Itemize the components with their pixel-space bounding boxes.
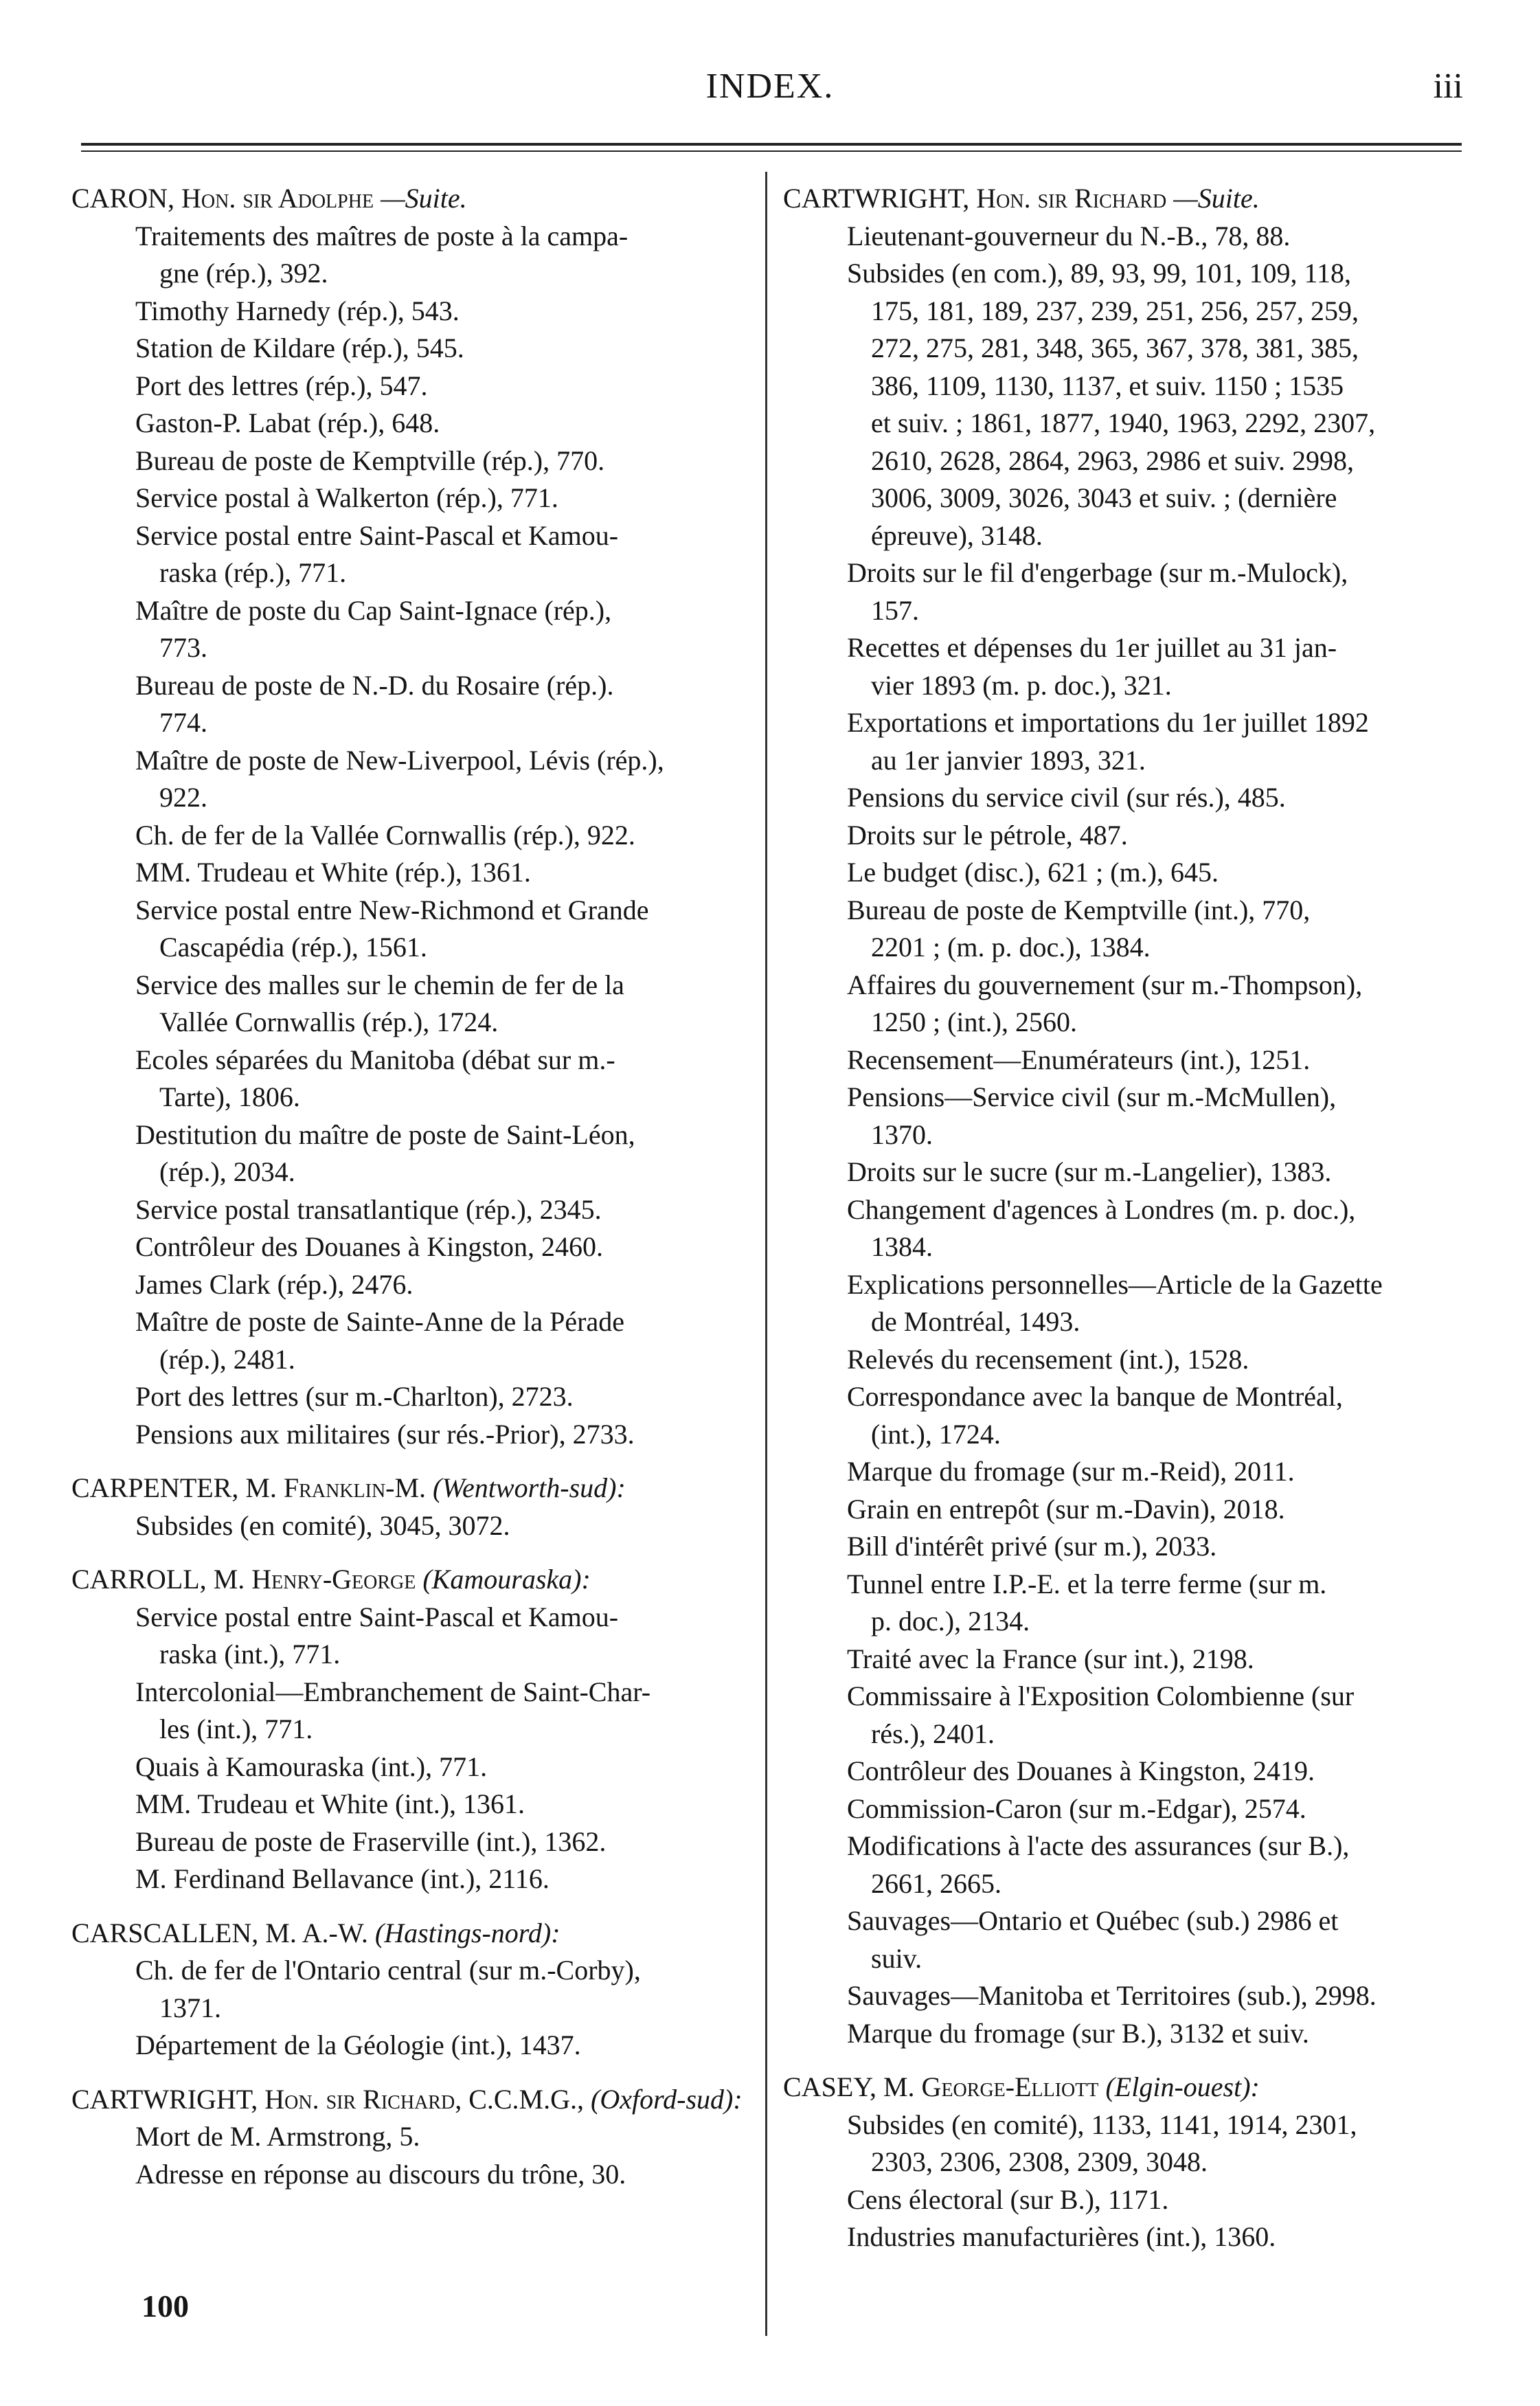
item-line: 1250 ; (int.), 2560. xyxy=(871,1007,1077,1037)
item-line: Service postal entre Saint-Pascal et Kamou- xyxy=(135,519,619,551)
item-line: Bureau de poste de Kemptville (int.), 770, xyxy=(847,894,1311,925)
item-line: et suiv. ; 1861, 1877, 1940, 1963, 2292, 2307, xyxy=(871,407,1376,438)
page-title: INDEX. xyxy=(705,67,835,106)
item-line: 157. xyxy=(871,594,919,626)
item-line: Service postal entre Saint-Pascal et Kamou- xyxy=(135,1601,619,1632)
item-line: Destitution du maître de poste de Saint-Léon, xyxy=(135,1118,635,1150)
entry-heading xyxy=(71,1915,760,1953)
item-line: Ch. de fer de l'Ontario central (sur m.-Corby), xyxy=(135,1955,641,1986)
index-item xyxy=(71,293,760,330)
index-item xyxy=(71,2027,760,2065)
item-line: Industries manufacturières (int.), 1360. xyxy=(847,2221,1276,2252)
column-divider xyxy=(765,172,767,2336)
index-item xyxy=(783,704,1470,779)
item-line: Intercolonial—Embranchement de Saint-Char- xyxy=(135,1676,651,1707)
index-item xyxy=(783,779,1470,817)
entry-heading xyxy=(783,180,1470,218)
index-item xyxy=(783,1566,1470,1641)
item-line: Ecoles séparées du Manitoba (débat sur m.- xyxy=(135,1044,615,1075)
item-line: Tarte), 1806. xyxy=(159,1081,300,1112)
item-line: Changement d'agences à Londres (m. p. doc.), xyxy=(847,1193,1356,1225)
index-item xyxy=(71,368,760,405)
item-line: Lieutenant-gouverneur du N.-B., 78, 88. xyxy=(847,220,1291,251)
item-line: p. doc.), 2134. xyxy=(871,1606,1030,1637)
index-item xyxy=(783,854,1470,892)
index-item xyxy=(71,1507,760,1545)
index-item xyxy=(783,892,1470,967)
index-item xyxy=(71,854,760,892)
index-entry xyxy=(71,1561,760,1898)
item-line: Marque du fromage (sur m.-Reid), 2011. xyxy=(847,1456,1295,1487)
item-line: M. Ferdinand Bellavance (int.), 2116. xyxy=(135,1863,550,1894)
entry-heading xyxy=(71,1470,760,1507)
item-line: Gaston-P. Labat (rép.), 648. xyxy=(135,407,440,438)
entry-name: CARSCALLEN, xyxy=(71,1917,259,1948)
entry-title: Hon. sir Richard, C.C.M.G., xyxy=(264,2083,585,2115)
index-entry xyxy=(71,1470,760,1544)
item-line: Affaires du gouvernement (sur m.-Thompson), xyxy=(847,969,1363,1000)
entry-spacer xyxy=(71,1453,760,1470)
page-header xyxy=(0,66,1540,121)
index-item xyxy=(71,817,760,855)
item-line: 1384. xyxy=(871,1231,933,1262)
item-line: Grain en entrepôt (sur m.-Davin), 2018. xyxy=(847,1493,1285,1525)
entry-riding: (Wentworth-sud): xyxy=(433,1472,626,1503)
entry-riding: —Suite. xyxy=(381,183,467,214)
entry-title: M. George-Elliott xyxy=(883,2071,1099,2102)
item-line: Traitements des maîtres de poste à la campa- xyxy=(135,220,629,251)
entry-heading xyxy=(71,180,760,218)
item-line: (rép.), 2481. xyxy=(159,1343,295,1375)
item-line: 386, 1109, 1130, 1137, et suiv. 1150 ; 1535 xyxy=(871,370,1344,401)
index-item xyxy=(71,1228,760,1266)
item-line: Sauvages—Ontario et Québec (sub.) 2986 et xyxy=(847,1905,1339,1936)
item-line: Ch. de fer de la Vallée Cornwallis (rép.), 922. xyxy=(135,819,635,851)
item-line: 2303, 2306, 2308, 2309, 3048. xyxy=(871,2146,1208,2177)
item-line: les (int.), 771. xyxy=(159,1713,313,1744)
entry-title: M. Franklin-M. xyxy=(245,1472,427,1503)
item-line: Département de la Géologie (int.), 1437. xyxy=(135,2030,581,2060)
index-item xyxy=(71,517,760,592)
entry-name: CARTWRIGHT, xyxy=(71,2083,258,2115)
index-item xyxy=(783,2181,1470,2219)
item-line: 1370. xyxy=(871,1118,933,1150)
index-item xyxy=(71,1191,760,1229)
entry-spacer xyxy=(71,1544,760,1561)
index-item xyxy=(71,1599,760,1674)
item-line: Commissaire à l'Exposition Colombienne (sur xyxy=(847,1680,1355,1711)
item-line: suiv. xyxy=(871,1942,922,1974)
index-item xyxy=(783,218,1470,256)
item-line: Bureau de poste de N.-D. du Rosaire (rép.). xyxy=(135,669,614,701)
entry-riding: —Suite. xyxy=(1173,183,1260,214)
entry-title: Hon. sir Richard xyxy=(976,183,1167,214)
item-line: vier 1893 (m. p. doc.), 321. xyxy=(871,669,1172,701)
index-entry xyxy=(71,1915,760,2065)
item-line: Mort de M. Armstrong, 5. xyxy=(135,2121,420,2152)
index-entry xyxy=(783,180,1470,2052)
index-item xyxy=(783,2218,1470,2256)
item-line: Marque du fromage (sur B.), 3132 et suiv. xyxy=(847,2017,1309,2049)
index-item xyxy=(783,817,1470,855)
index-item xyxy=(71,1749,760,1786)
entry-name: CARROLL, xyxy=(71,1564,207,1595)
index-item xyxy=(71,1823,760,1861)
item-line: Maître de poste de New-Liverpool, Lévis (rép.), xyxy=(135,744,664,776)
entry-name: CARTWRIGHT, xyxy=(783,183,970,214)
item-line: 2610, 2628, 2864, 2963, 2986 et suiv. 2998, xyxy=(871,445,1354,476)
index-item xyxy=(783,1378,1470,1453)
index-item xyxy=(71,1116,760,1191)
item-line: raska (rép.), 771. xyxy=(159,557,347,588)
index-item xyxy=(783,1902,1470,1977)
item-line: Exportations et importations du 1er juillet 1892 xyxy=(847,707,1369,738)
right-column xyxy=(783,180,1470,2256)
item-line: Le budget (disc.), 621 ; (m.), 645. xyxy=(847,857,1219,888)
item-line: de Montréal, 1493. xyxy=(871,1306,1080,1337)
entry-riding: (Elgin-ouest): xyxy=(1105,2071,1260,2102)
entry-name: CARPENTER, xyxy=(71,1472,239,1503)
item-line: 773. xyxy=(159,632,207,663)
item-line: James Clark (rép.), 2476. xyxy=(135,1268,414,1300)
item-line: Recensement—Enumérateurs (int.), 1251. xyxy=(847,1044,1311,1075)
index-item xyxy=(71,1266,760,1304)
item-line: Subsides (en com.), 89, 93, 99, 101, 109, 118, xyxy=(847,258,1352,289)
entry-heading xyxy=(783,2069,1470,2106)
item-line: Subsides (en comité), 3045, 3072. xyxy=(135,1509,510,1541)
item-line: raska (int.), 771. xyxy=(159,1639,341,1669)
item-line: Modifications à l'acte des assurances (sur B.), xyxy=(847,1830,1350,1861)
page-number: iii xyxy=(1433,67,1463,106)
entry-title: M. Henry-George xyxy=(213,1564,416,1595)
entry-riding: (Oxford-sud): xyxy=(591,2083,743,2115)
item-line: Cens électoral (sur B.), 1171. xyxy=(847,2183,1169,2215)
index-item xyxy=(783,1341,1470,1379)
item-line: 3006, 3009, 3026, 3043 et suiv. ; (dernière xyxy=(871,482,1337,513)
item-line: Timothy Harnedy (rép.), 543. xyxy=(135,295,460,326)
item-line: 2661, 2665. xyxy=(871,1867,1001,1899)
index-item xyxy=(71,967,760,1042)
item-line: Sauvages—Manitoba et Territoires (sub.), 2998. xyxy=(847,1980,1377,2011)
item-line: Cascapédia (rép.), 1561. xyxy=(159,932,427,963)
index-item xyxy=(71,480,760,517)
entry-spacer xyxy=(71,2065,760,2081)
index-item xyxy=(783,1678,1470,1753)
entry-title: Hon. sir Adolphe xyxy=(181,183,374,214)
index-item xyxy=(71,892,760,967)
left-column xyxy=(71,180,760,2193)
index-item xyxy=(71,1416,760,1454)
index-item xyxy=(71,742,760,817)
header-rule-thin xyxy=(81,150,1462,152)
item-line: Maître de poste de Sainte-Anne de la Pérade xyxy=(135,1306,624,1337)
entry-riding: (Kamouraska): xyxy=(422,1564,591,1595)
item-line: Contrôleur des Douanes à Kingston, 2419. xyxy=(847,1755,1315,1786)
item-line: Port des lettres (rép.), 547. xyxy=(135,370,428,401)
item-line: Maître de poste du Cap Saint-Ignace (rép.), xyxy=(135,594,612,626)
index-item xyxy=(71,405,760,442)
index-item xyxy=(783,1079,1470,1154)
item-line: Tunnel entre I.P.-E. et la terre ferme (sur m. xyxy=(847,1568,1327,1599)
entry-spacer xyxy=(71,1898,760,1915)
index-item xyxy=(783,1453,1470,1491)
item-line: Subsides (en comité), 1133, 1141, 1914, 2301, xyxy=(847,2109,1357,2140)
entry-name: CASEY, xyxy=(783,2071,876,2102)
entry-title: M. A.-W. xyxy=(265,1917,368,1948)
item-line: Bureau de poste de Kemptville (rép.), 770. xyxy=(135,445,605,476)
item-line: Bill d'intérêt privé (sur m.), 2033. xyxy=(847,1531,1217,1562)
index-item xyxy=(783,554,1470,629)
index-item xyxy=(71,667,760,742)
item-line: (int.), 1724. xyxy=(871,1418,1001,1450)
index-item xyxy=(71,1952,760,2027)
index-item xyxy=(783,967,1470,1042)
item-line: MM. Trudeau et White (int.), 1361. xyxy=(135,1788,525,1819)
item-line: (rép.), 2034. xyxy=(159,1156,295,1187)
item-line: Service postal transatlantique (rép.), 2345. xyxy=(135,1193,602,1225)
item-line: Correspondance avec la banque de Montréal, xyxy=(847,1381,1343,1412)
index-item xyxy=(783,1191,1470,1266)
index-item xyxy=(783,1828,1470,1902)
item-line: 272, 275, 281, 348, 365, 367, 378, 381, 385, xyxy=(871,333,1359,363)
index-item xyxy=(783,1266,1470,1341)
entry-heading xyxy=(71,1561,760,1599)
index-entry xyxy=(71,180,760,1453)
item-line: Vallée Cornwallis (rép.), 1724. xyxy=(159,1007,499,1037)
item-line: Traité avec la France (sur int.), 2198. xyxy=(847,1643,1254,1674)
header-rule xyxy=(81,143,1462,146)
index-item xyxy=(71,2156,760,2194)
item-line: Pensions—Service civil (sur m.-McMullen), xyxy=(847,1081,1337,1112)
index-item xyxy=(71,218,760,293)
item-line: Quais à Kamouraska (int.), 771. xyxy=(135,1751,488,1782)
item-line: Bureau de poste de Fraserville (int.), 1362. xyxy=(135,1825,607,1857)
index-item xyxy=(71,1042,760,1116)
index-item xyxy=(71,1786,760,1823)
item-line: Pensions aux militaires (sur rés.-Prior), 2733. xyxy=(135,1418,635,1450)
folio-number: 100 xyxy=(141,2289,189,2324)
index-item xyxy=(783,1977,1470,2015)
item-line: Service postal entre New-Richmond et Grande xyxy=(135,894,649,925)
index-item xyxy=(71,1674,760,1749)
item-line: Droits sur le sucre (sur m.-Langelier), 1383. xyxy=(847,1156,1332,1187)
item-line: Service postal à Walkerton (rép.), 771. xyxy=(135,482,558,513)
item-line: Station de Kildare (rép.), 545. xyxy=(135,333,464,363)
index-item xyxy=(783,1491,1470,1529)
index-entry xyxy=(783,2069,1470,2256)
item-line: Recettes et dépenses du 1er juillet au 31 jan- xyxy=(847,632,1337,663)
item-line: Droits sur le fil d'engerbage (sur m.-Mulock), xyxy=(847,557,1348,588)
index-item xyxy=(783,1641,1470,1678)
index-item xyxy=(71,592,760,667)
item-line: gne (rép.), 392. xyxy=(159,258,328,289)
item-line: rés.), 2401. xyxy=(871,1718,995,1749)
item-line: au 1er janvier 1893, 321. xyxy=(871,744,1146,776)
item-line: Contrôleur des Douanes à Kingston, 2460. xyxy=(135,1231,604,1262)
item-line: Pensions du service civil (sur rés.), 485. xyxy=(847,782,1286,813)
item-line: Port des lettres (sur m.-Charlton), 2723. xyxy=(135,1381,574,1412)
entry-heading xyxy=(71,2081,760,2119)
index-entry xyxy=(71,2081,760,2194)
item-line: Relevés du recensement (int.), 1528. xyxy=(847,1343,1249,1375)
index-item xyxy=(783,2015,1470,2053)
item-line: Service des malles sur le chemin de fer de la xyxy=(135,969,624,1000)
entry-name: CARON, xyxy=(71,183,175,214)
index-item xyxy=(71,1303,760,1378)
index-item xyxy=(71,330,760,368)
index-item xyxy=(783,255,1470,554)
index-item xyxy=(71,442,760,480)
index-item xyxy=(71,2118,760,2156)
item-line: 1371. xyxy=(159,1992,221,2023)
item-line: Explications personnelles—Article de la Gazette xyxy=(847,1268,1383,1300)
index-item xyxy=(783,629,1470,704)
item-line: Adresse en réponse au discours du trône, 30. xyxy=(135,2158,626,2190)
index-item xyxy=(783,1042,1470,1079)
item-line: Commission-Caron (sur m.-Edgar), 2574. xyxy=(847,1792,1306,1824)
item-line: 922. xyxy=(159,782,207,813)
item-line: épreuve), 3148. xyxy=(871,519,1043,551)
index-item xyxy=(783,1753,1470,1790)
item-line: MM. Trudeau et White (rép.), 1361. xyxy=(135,857,531,888)
index-item xyxy=(783,1154,1470,1191)
item-line: 2201 ; (m. p. doc.), 1384. xyxy=(871,932,1151,963)
entry-spacer xyxy=(783,2052,1470,2069)
item-line: 774. xyxy=(159,707,207,738)
entry-riding: (Hastings-nord): xyxy=(374,1917,560,1948)
item-line: Droits sur le pétrole, 487. xyxy=(847,819,1128,851)
item-line: 175, 181, 189, 237, 239, 251, 256, 257, 259, xyxy=(871,295,1359,326)
index-item xyxy=(783,1528,1470,1566)
index-item xyxy=(71,1860,760,1898)
index-item xyxy=(783,2106,1470,2181)
index-item xyxy=(783,1790,1470,1828)
index-item xyxy=(71,1378,760,1416)
